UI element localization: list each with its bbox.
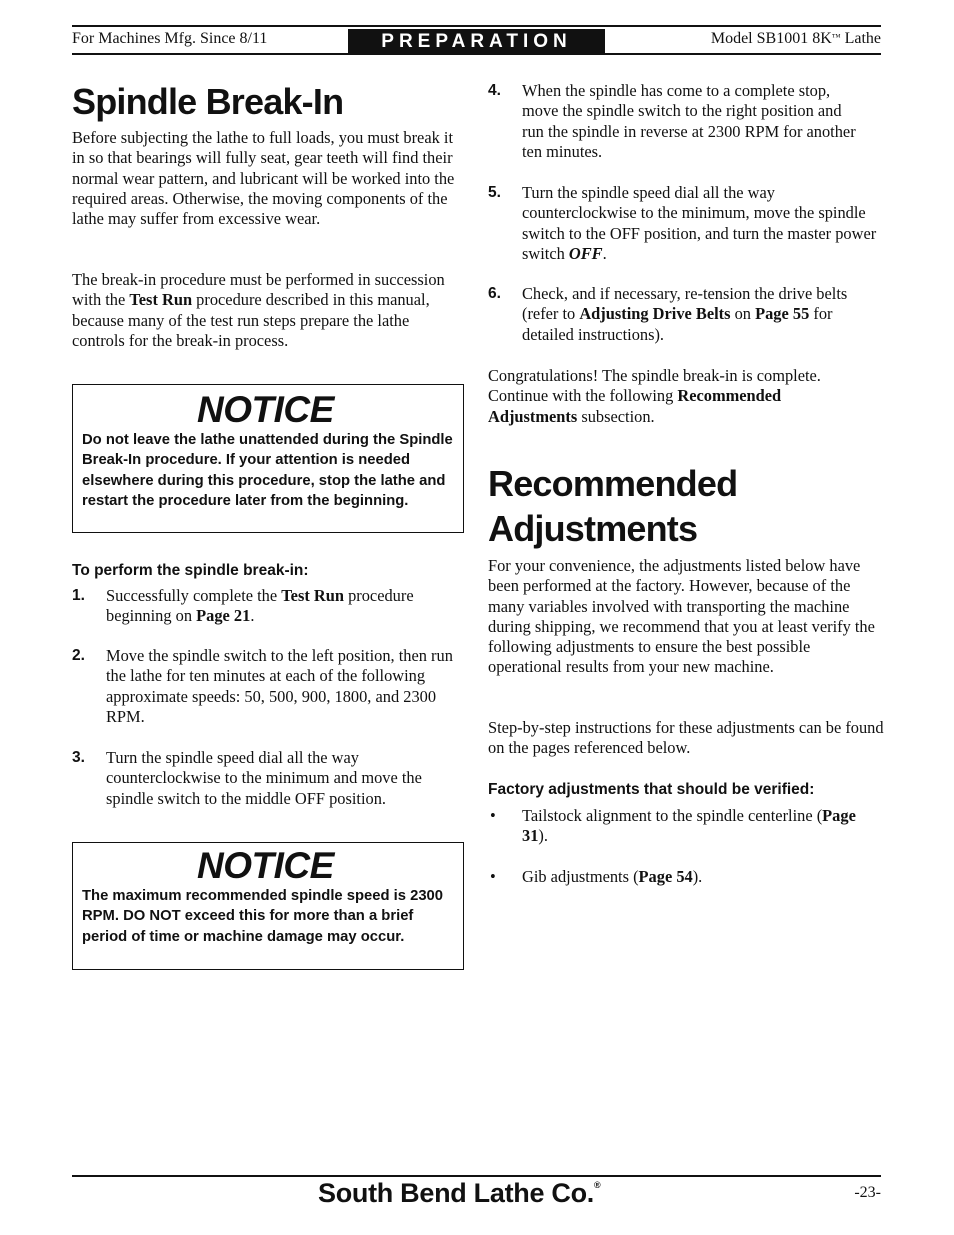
congratulations-paragraph (488, 366, 833, 427)
header-machine-date: For Machines Mfg. Since 8/11 (72, 30, 268, 47)
page-ref: Page 54 (638, 867, 693, 886)
test-run-ref: Test Run (129, 290, 193, 310)
step-text: Turn the spindle speed dial all the way counterclockwise to the minimum and move the spindle switch to the middle OFF position. (106, 748, 422, 808)
text-run: Turn the spindle speed dial all the way counterclockwise to the minimum, move the spindle switch to the OFF position, and turn the master power switch (522, 183, 877, 263)
notice-text: Do not leave the lathe unattended during the Spindle Break-In procedure. If your attention is needed elsewhere during this procedure, stop the lathe and restart the procedure later from the beginning. (82, 432, 453, 509)
notice-box-max-speed (72, 842, 464, 970)
page-title: Spindle Break-In (72, 81, 344, 122)
list-item (488, 867, 884, 887)
step-text: When the spindle has come to a complete stop, move the spindle switch to the right position and run the spindle in reverse at 2300 RPM for another ten minutes. (522, 81, 856, 161)
adjustments-paragraph: For your convenience, the adjustments listed below have been performed at the factory. However, because of the many variables involved with transporting the machine during shipping, we recommend that you at least verify the following adjustments to ensure the best possible operational results from your new machine. (488, 556, 875, 677)
step-2 (72, 646, 464, 727)
section-banner: PREPARATION (348, 29, 605, 54)
header-rule-top (72, 25, 881, 27)
notice-text: The maximum recommended spindle speed is 2300 RPM. DO NOT exceed this for more than a brief period of time or machine damage may occur. (82, 888, 444, 945)
step-number: 6. (488, 285, 501, 302)
text-run: procedure described in this manual, because many of the test run steps prepare the lathe controls for the break-in process. (72, 290, 430, 350)
text-run: ). (692, 867, 703, 886)
step-number: 4. (488, 82, 501, 99)
step-4 (488, 81, 884, 162)
text-run: . (250, 606, 255, 626)
text-run: ). (538, 826, 548, 846)
text-run: The break-in procedure must be performed in succession with the (72, 270, 445, 310)
step-3 (72, 748, 464, 809)
off-emphasis: OFF (568, 243, 603, 263)
test-run-ref: Test Run (281, 586, 344, 605)
break-in-paragraph (72, 270, 464, 351)
notice-box-unattended (72, 384, 464, 533)
list-item (488, 806, 884, 847)
step-5 (488, 183, 884, 264)
factory-adjustments-heading: Factory adjustments that should be verified: (488, 781, 815, 798)
drive-belts-ref: Adjusting Drive Belts (579, 304, 731, 324)
text-run: Congratulations! The spindle break-in is complete. Continue with the following (488, 366, 821, 406)
text-run: . (602, 243, 607, 263)
text-run: for detailed instructions). (522, 304, 833, 344)
text-run: subsection. (577, 406, 655, 426)
procedure-subheading: To perform the spindle break-in: (72, 562, 309, 579)
section-title-line-1: Recommended (488, 463, 738, 504)
brand-name: South Bend Lathe Co. (318, 1178, 594, 1208)
section-title-line-2: Adjustments (488, 508, 698, 549)
page-ref: Page 31 (522, 806, 856, 846)
step-1 (72, 586, 464, 627)
notice-heading: NOTICE (197, 845, 334, 886)
text-run: procedure beginning on (106, 586, 414, 626)
header-model (711, 30, 881, 48)
page-number: -23- (854, 1184, 881, 1201)
model-suffix: Lathe (840, 30, 881, 47)
text-run: Tailstock alignment to the spindle centerline ( (522, 806, 823, 825)
subsection-ref: Recommended Adjustments (488, 386, 782, 426)
registered-mark: ® (593, 1180, 601, 1190)
intro-paragraph: Before subjecting the lathe to full loads, you must break it in so that bearings will fully seat, gear teeth will find their normal wear pattern, and lubricant will be worked into the required areas. Otherwise, the moving components of the lathe may suffer from excessive wear. (72, 128, 455, 229)
trademark-symbol: ™ (831, 32, 841, 42)
text-run: Check, and if necessary, re-tension the drive belts (refer to (522, 284, 848, 324)
page-ref: Page 21 (196, 606, 251, 626)
instructions-paragraph: Step-by-step instructions for these adjustments can be found on the pages referenced below. (488, 718, 884, 758)
text-run: Gib adjustments ( (522, 867, 639, 886)
step-text: Move the spindle switch to the left position, then run the lathe for ten minutes at each of the following approximate speeds: 50, 500, 900, 1800, and 2300 RPM. (106, 646, 453, 726)
brand-logo (318, 1178, 600, 1209)
footer-rule (72, 1175, 881, 1177)
step-number: 3. (72, 749, 85, 766)
bullet-icon: • (490, 867, 496, 886)
step-number: 1. (72, 587, 85, 604)
step-6 (488, 284, 884, 345)
bullet-icon: • (490, 806, 496, 825)
step-number: 2. (72, 647, 85, 664)
model-name: Model SB1001 8K (710, 30, 832, 47)
notice-heading: NOTICE (197, 389, 334, 430)
page-ref: Page 55 (755, 304, 810, 324)
text-run: Successfully complete the (106, 586, 282, 605)
step-number: 5. (488, 184, 501, 201)
text-run: on (730, 304, 756, 324)
